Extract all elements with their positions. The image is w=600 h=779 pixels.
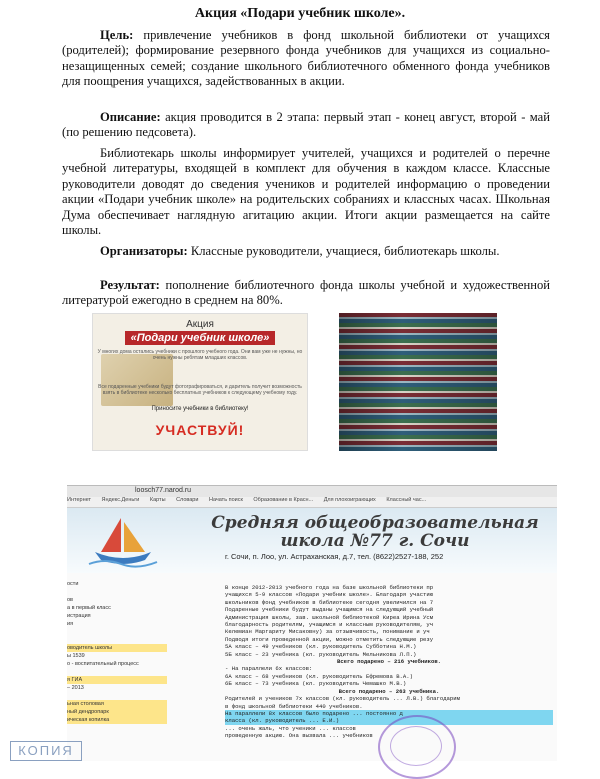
- article-line: Келемиан Маргариту Мисаковну) за отзывчивость, понимание и уч: [225, 628, 430, 636]
- menu-item[interactable]: о - воспитательный процесс: [67, 661, 139, 667]
- article-line: ... очень жаль, что ученики ... классов: [225, 724, 356, 732]
- menu-item[interactable]: [67, 692, 167, 700]
- ship-logo-icon: [87, 512, 159, 568]
- document-title: Акция «Подари учебник школе».: [194, 6, 406, 21]
- article-line: 6А класс – 68 учебников (кл. руководитель Ефремова В.А.): [225, 672, 413, 680]
- article-line: в фонд школьной библиотеки 440 учебников.: [225, 702, 363, 710]
- copy-stamp: КОПИЯ: [10, 741, 82, 761]
- description-text: акция проводится в 2 этапа: первый этап - конец август, второй - май (по решению педсовета).: [62, 110, 550, 140]
- bookmark-item: Словари: [176, 497, 199, 503]
- menu-item[interactable]: [67, 636, 167, 644]
- action-poster-image: [92, 313, 308, 451]
- article-line: проведенную акцию. Она вызвала ... учебников: [225, 732, 373, 740]
- goal-paragraph: [62, 28, 550, 90]
- site-article: [225, 584, 553, 740]
- menu-item[interactable]: ный дендропарк: [67, 708, 167, 716]
- goal-label: Цель:: [100, 28, 134, 42]
- browser-tab-bar: [67, 486, 557, 497]
- poster-banner-text: «Подари учебник школе»: [125, 331, 276, 345]
- organizers-paragraph: [62, 244, 550, 259]
- article-line: Администрация школы, зав. школьной библиотекой Киреа Ирина Усм: [225, 613, 434, 621]
- menu-item[interactable]: [67, 588, 167, 596]
- result-label: Результат:: [100, 278, 160, 292]
- menu-item[interactable]: а в первый класс: [67, 605, 111, 611]
- site-address: г. Сочи, п. Лоо, ул. Астраханская, д.7, тел. (8622)2527-188, 252: [225, 552, 444, 561]
- browser-url: loosch77.narod.ru: [135, 487, 192, 494]
- menu-item[interactable]: ости: [67, 581, 79, 587]
- article-line: 5А класс – 49 учебников (кл. руководитель Субботина Н.М.): [225, 643, 417, 651]
- poster-banner: [93, 332, 307, 344]
- description-label: Описание:: [100, 110, 161, 124]
- result-paragraph: [62, 278, 550, 309]
- menu-item[interactable]: я ГИА: [67, 676, 167, 684]
- menu-item[interactable]: истрация: [67, 613, 91, 619]
- article-line: В конце 2012-2013 учебного года на базе школьной библиотеки пр: [225, 584, 434, 591]
- menu-item[interactable]: – 2013: [67, 685, 84, 691]
- menu-item[interactable]: ьная столовая: [67, 700, 167, 708]
- article-line: 5Б класс – 23 учебника (кл. руководитель Мельникова Л.П.): [225, 650, 417, 658]
- bookmark-item: Начать поиск: [208, 497, 243, 503]
- organizers-label: Организаторы:: [100, 244, 188, 258]
- bookmark-item: Классный час...: [386, 497, 427, 503]
- bookmarks-bar: [67, 497, 557, 508]
- article-line: - На параллели 6х классов:: [225, 665, 313, 673]
- poster-text-1: У многих дома остались учебники с прошлого учебного года. Они вам уже не нужны, но очень нужны ребятам младших классов.: [97, 349, 303, 361]
- description-paragraph-2: Библиотекарь школы информирует учителей, учащихся и родителей о перечне учебной литературы, входящей в комплект для обучения в каждом классе. Классные руководители доводят до сведения учеников и родителей информацию о проведении акции «Подари учебник школе» на родительских собраниях и классных часах. Школьная Дума обеспечивает наглядную агитацию акции. Итоги акции размещается на сайте школы.: [62, 146, 550, 238]
- organizers-text: Классные руководители, учащиеся, библиотекарь школы.: [190, 244, 500, 258]
- poster-text-2: Все подаренные учебники будут фотографироваться, и даритель получит возможность взять в библиотеке несколько бесплатных учебников к следующему учебному году.: [98, 384, 302, 396]
- poster-heading: Акция: [186, 319, 214, 330]
- site-left-menu: [67, 580, 167, 724]
- menu-item[interactable]: ия: [67, 621, 74, 627]
- article-line: учащихся 5-9 классов «Подари учебник школе». Благодаря участию: [225, 591, 434, 599]
- menu-item[interactable]: [67, 628, 167, 636]
- bookmark-item: Интернет: [67, 497, 91, 503]
- menu-item[interactable]: [67, 668, 167, 676]
- menu-item[interactable]: ы 1539: [67, 653, 85, 659]
- description-paragraph: [62, 110, 550, 141]
- article-line: Подаренные учебники будут выданы учащимся на следующий учебный: [225, 606, 434, 614]
- menu-item[interactable]: оводитель школы: [67, 644, 167, 652]
- article-line: 6Б класс – 73 учебника (кл. руководитель Чемашко М.В.): [225, 680, 407, 688]
- goal-text: привлечение учебников в фонд школьной библиотеки от учащихся (родителей); формирование резервного фонда учебников для учащихся из социально-незащищенных семей; создание школьного библиотечного обменного фонда учебников для поощрения учащихся, задействованных в акции.: [62, 28, 550, 89]
- photo-shading: [339, 313, 497, 451]
- article-total: Всего подарено – 216 учебников.: [336, 658, 442, 666]
- bookmark-item: Яндекс.Деньги: [101, 497, 140, 503]
- article-line: благодарность родителям, учащимся и классным руководителям, уч: [225, 621, 434, 629]
- bookmark-item: Образование в Красн...: [253, 497, 314, 503]
- menu-item[interactable]: ов: [67, 597, 73, 603]
- bookmark-item: Для плохоиграющих: [323, 497, 376, 503]
- bookmark-item: Карты: [149, 497, 166, 503]
- poster-text-3: Приносите учебники в библиотеку!: [151, 406, 249, 412]
- article-line: школьников фонд учебников в библиотеке сегодня увеличился на 7: [225, 598, 434, 606]
- site-header: [67, 508, 557, 573]
- article-line: Подводя итоги проведенной акции, можно отметить следующие резу: [225, 635, 434, 643]
- article-line-highlighted: класса (кл. руководитель ... Е.И.): [225, 717, 553, 724]
- article-line-highlighted: На параллели 8х классов было подарено ... постоянно д: [225, 710, 553, 717]
- official-seal-inner: [390, 726, 442, 766]
- article-line: Родителей и учеников 7х классов (кл. руководитель ... Л.В.) благодарим: [225, 695, 460, 703]
- article-total: Всего подарено – 263 учебника.: [338, 687, 440, 695]
- site-title: Средняя общеобразовательная школа №77 г. Сочи: [211, 513, 539, 551]
- book-illustration: [101, 354, 173, 406]
- menu-item[interactable]: ическая копилка: [67, 716, 167, 724]
- poster-cta: УЧАСТВУЙ!: [155, 422, 245, 438]
- result-text: пополнение библиотечного фонда школы учебной и художественной литературой ежегодно в среднем на 80%.: [62, 278, 550, 308]
- website-screenshot: [67, 485, 557, 761]
- books-photo: [339, 313, 497, 451]
